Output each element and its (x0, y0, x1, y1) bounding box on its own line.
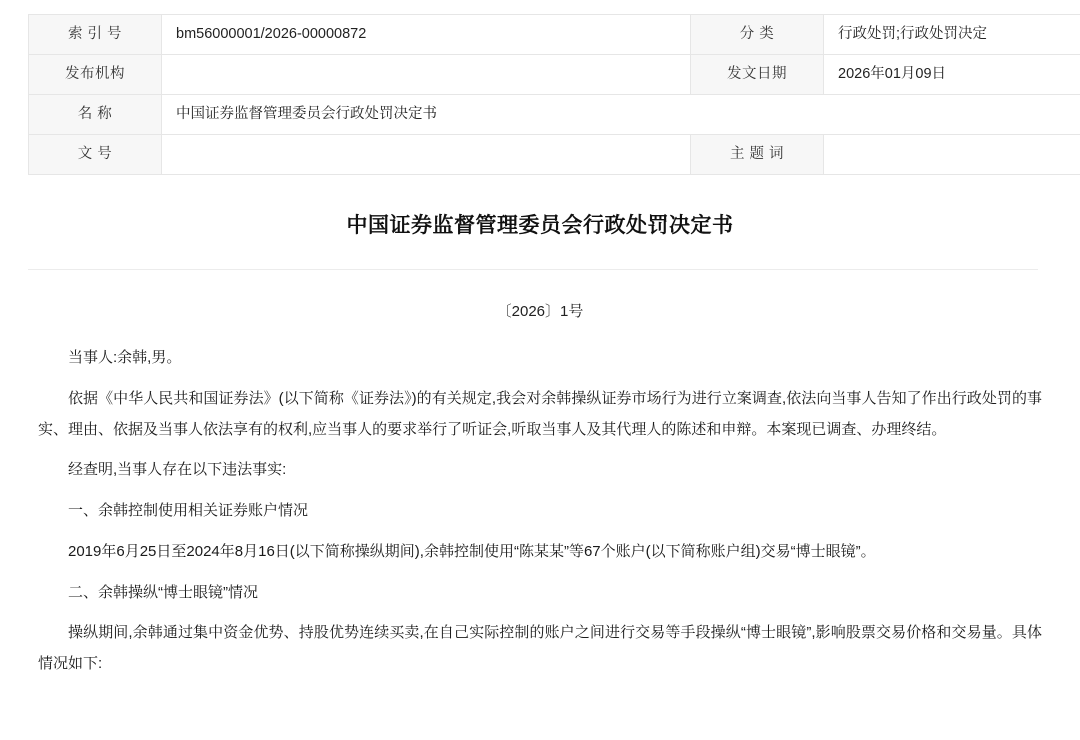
meta-value-name: 中国证券监督管理委员会行政处罚决定书 (162, 95, 1080, 135)
body-paragraph: 依据《中华人民共和国证券法》(以下简称《证券法》)的有关规定,我会对余韩操纵证券市场行为进行立案调查,依法向当事人告知了作出行政处罚的事实、理由、依据及当事人依法享有的权利,应当事人的要求举行了听证会,听取当事人及其代理人的陈述和申辩。本案现已调查、办理终结。 (38, 389, 1042, 438)
body-paragraph: 操纵期间,余韩通过集中资金优势、持股优势连续买卖,在自己实际控制的账户之间进行交易等手段操纵“博士眼镜”,影响股票交易价格和交易量。具体情况如下: (38, 624, 1042, 672)
table-row (29, 135, 1080, 175)
meta-label-category: 分 类 (691, 15, 824, 55)
meta-value-category: 行政处罚;行政处罚决定 (824, 15, 1080, 55)
meta-value-publisher (162, 55, 691, 95)
body-paragraph-heading-2: 二、余韩操纵“博士眼镜”情况 (68, 583, 258, 601)
page-title: 中国证券监督管理委员会行政处罚决定书 (346, 214, 734, 237)
body-paragraph-heading-1: 一、余韩控制使用相关证券账户情况 (68, 502, 309, 519)
document-number: 〔2026〕1号 (496, 303, 584, 320)
metadata-table (28, 14, 1080, 175)
meta-value-doc-number (162, 135, 691, 175)
table-row (29, 15, 1080, 55)
table-row (29, 55, 1080, 95)
meta-label-doc-number: 文 号 (29, 135, 162, 175)
body-paragraph: 2019年6月25日至2024年8月16日(以下简称操纵期间),余韩控制使用“陈某某”等67个账户(以下简称账户组)交易“博士眼镜”。 (68, 542, 876, 560)
meta-value-subject-words (824, 135, 1080, 175)
metadata-table-container (0, 0, 1080, 175)
title-divider (28, 269, 1038, 270)
meta-label-name: 名 称 (29, 95, 162, 135)
meta-value-issue-date: 2026年01月09日 (824, 55, 1080, 95)
meta-label-issue-date: 发文日期 (691, 55, 824, 95)
document-body (38, 321, 1042, 680)
body-paragraph: 当事人:余韩,男。 (68, 349, 182, 366)
meta-label-index: 索 引 号 (29, 15, 162, 55)
meta-label-subject-words: 主 题 词 (691, 135, 824, 175)
body-paragraph: 经查明,当事人存在以下违法事实: (68, 461, 287, 479)
meta-value-index: bm56000001/2026-00000872 (162, 15, 691, 55)
meta-label-publisher: 发布机构 (29, 55, 162, 95)
table-row (29, 95, 1080, 135)
